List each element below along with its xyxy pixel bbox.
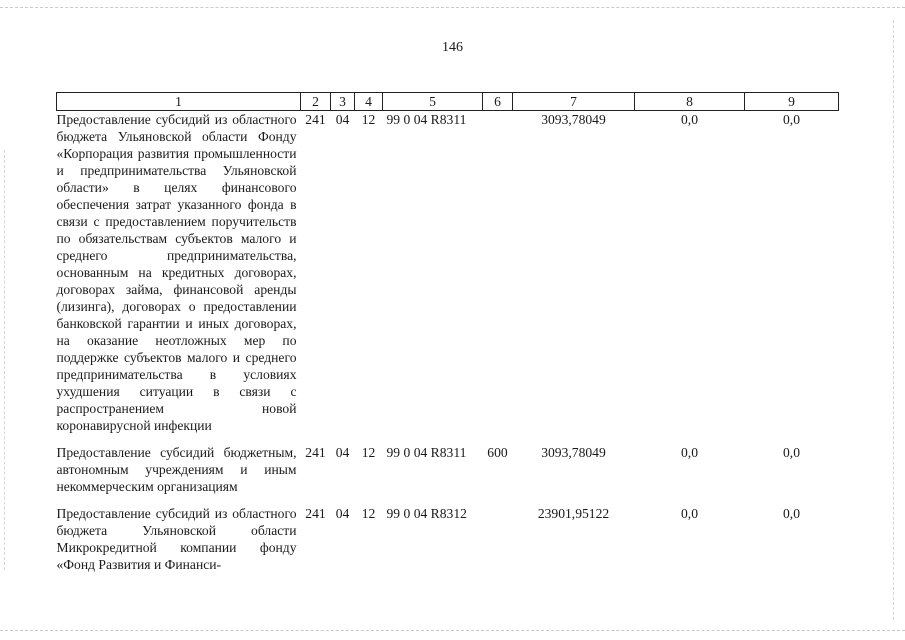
row-col-5: 99 0 04 R8312 [386, 506, 467, 521]
row-col-2: 241 [305, 112, 326, 127]
row-description: Предоставление субсидий из областного бюджета Ульяновской области Микрокредитной компании фонду «Фонд Развития и Финанси- [56, 506, 297, 572]
header-row [57, 93, 839, 111]
header-col-5: 5 [383, 93, 483, 111]
table-body [57, 111, 839, 574]
scan-edge-bottom [0, 630, 905, 631]
page-number: 146 [442, 40, 463, 55]
row-col-4: 12 [361, 506, 376, 521]
row-col-5: 99 0 04 R8311 [386, 445, 467, 460]
row-col-6: 600 [487, 445, 508, 460]
row-col-5: 99 0 04 R8311 [386, 112, 467, 127]
row-col-8: 0,0 [681, 506, 698, 521]
row-col-2: 241 [305, 506, 326, 521]
table-row [57, 111, 839, 445]
header-col-6: 6 [483, 93, 513, 111]
row-col-8: 0,0 [681, 112, 698, 127]
row-col-9: 0,0 [783, 445, 800, 460]
row-col-2: 241 [305, 445, 326, 460]
row-col-3: 04 [335, 506, 350, 521]
row-col-4: 12 [361, 445, 376, 460]
row-col-3: 04 [335, 445, 350, 460]
table-row [57, 505, 839, 573]
table-header [57, 93, 839, 111]
row-col-7: 3093,78049 [541, 445, 606, 460]
row-col-9: 0,0 [783, 112, 800, 127]
row-col-6 [483, 505, 513, 573]
row-col-8: 0,0 [681, 445, 698, 460]
header-col-2: 2 [301, 93, 331, 111]
scan-edge-left [4, 150, 5, 570]
header-col-7: 7 [513, 93, 635, 111]
row-col-7: 23901,95122 [537, 506, 610, 521]
row-col-4: 12 [361, 112, 376, 127]
budget-table [56, 92, 839, 573]
scan-edge-right [893, 20, 894, 620]
header-col-1: 1 [57, 93, 301, 111]
row-description: Предоставление субсидий бюджетным, автономным учреждениям и иным некоммерческим организациям [56, 445, 297, 494]
header-col-4: 4 [355, 93, 383, 111]
table-row [57, 444, 839, 505]
header-col-8: 8 [635, 93, 745, 111]
header-col-9: 9 [745, 93, 839, 111]
row-col-7: 3093,78049 [541, 112, 606, 127]
scan-edge-top [0, 7, 905, 8]
header-col-3: 3 [331, 93, 355, 111]
row-col-6 [483, 111, 513, 445]
row-description: Предоставление субсидий из областного бюджета Ульяновской области Фонду «Корпорация развития промышленности и предпринимательства Ульяновской области» в целях финансового обеспечения затрат указанного фонда в связи с предоставлением поручительств по обязательствам субъектов малого и среднего предпринимательства, основанным на кредитных договорах, договорах займа, финансовой аренды (лизинга), договорах о предоставлении банковской гарантии и иных договорах, на оказание неотложных мер по поддержке субъектов малого и среднего предпринимательства в условиях ухудшения ситуации в связи с распространением новой коронавирусной инфекции [56, 112, 297, 433]
row-col-9: 0,0 [783, 506, 800, 521]
row-col-3: 04 [335, 112, 350, 127]
